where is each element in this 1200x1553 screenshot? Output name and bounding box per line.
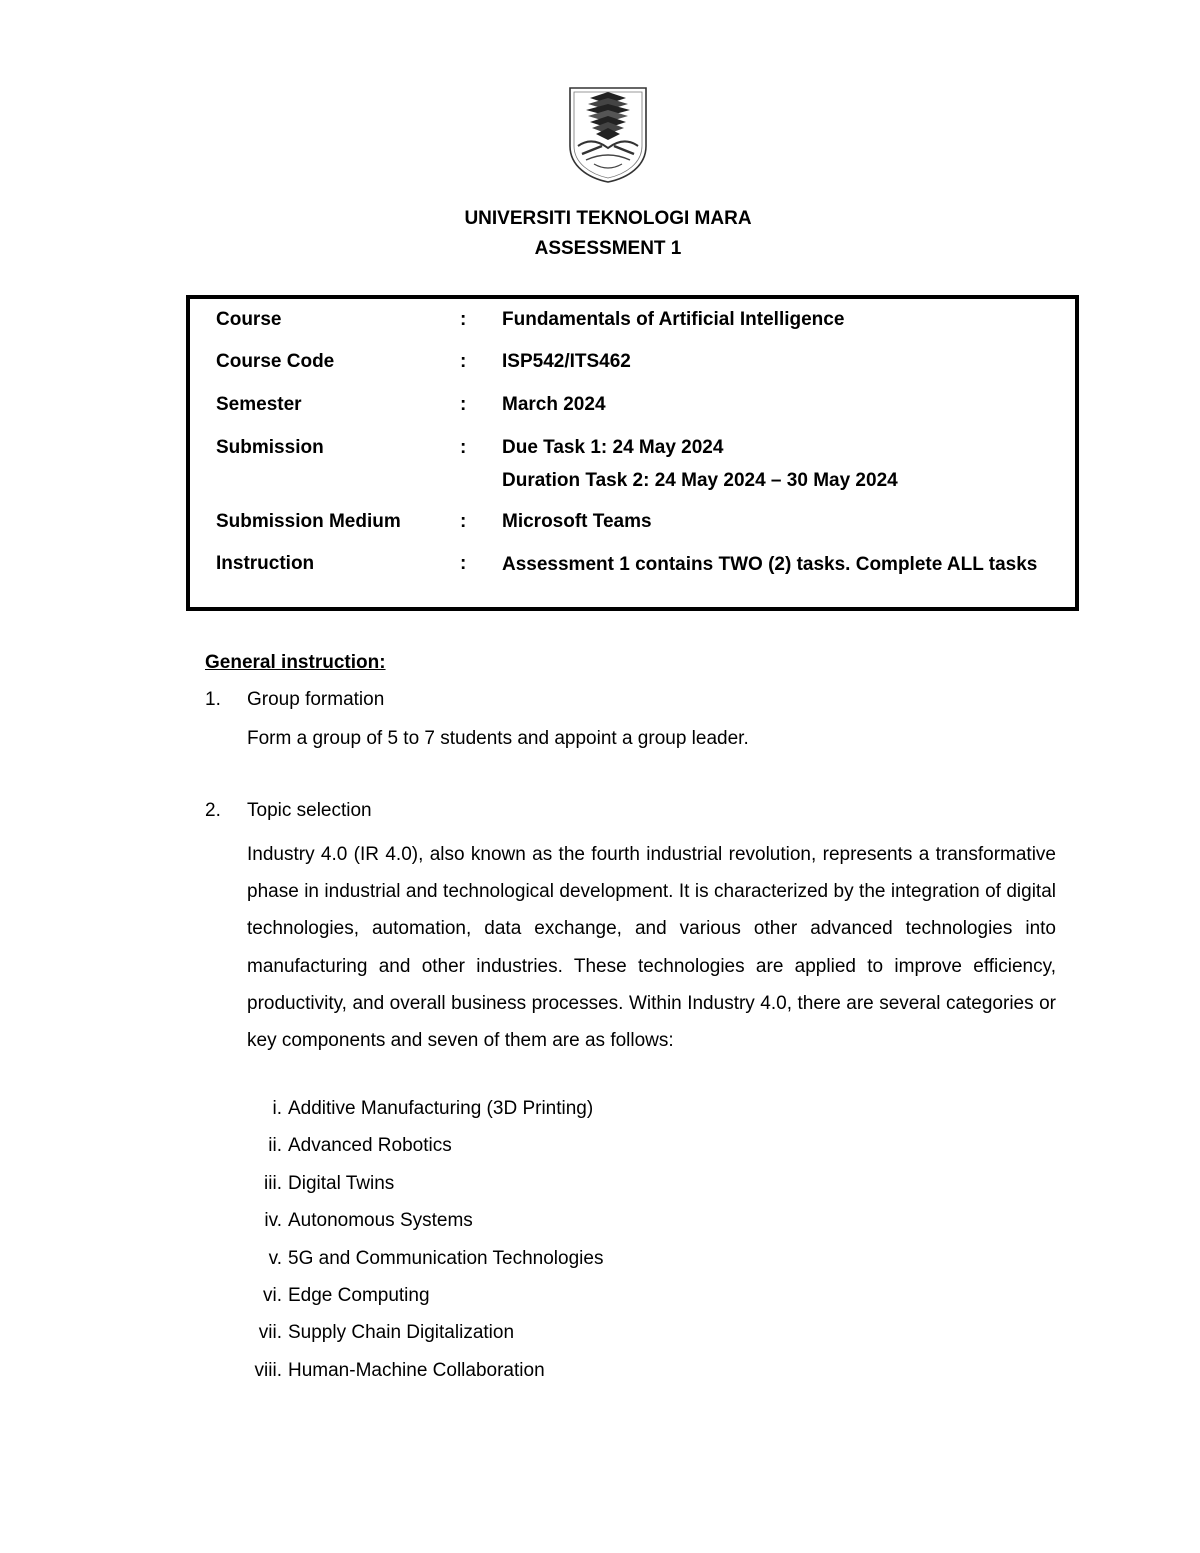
- info-label: Submission Medium: [216, 511, 401, 532]
- list-item-number: v.: [268, 1248, 282, 1269]
- item-number: 2.: [205, 800, 221, 821]
- list-item-number: iii.: [264, 1173, 282, 1194]
- list-item: Edge Computing: [288, 1285, 430, 1306]
- info-separator: :: [460, 553, 467, 574]
- list-item-number: vi.: [263, 1285, 282, 1306]
- info-value: Assessment 1 contains TWO (2) tasks. Complete ALL tasks: [502, 554, 1038, 575]
- info-value: Microsoft Teams: [502, 511, 652, 532]
- list-item: Supply Chain Digitalization: [288, 1322, 515, 1343]
- list-item-number: i.: [272, 1098, 282, 1119]
- university-name: UNIVERSITI TEKNOLOGI MARA: [464, 208, 752, 229]
- item-title-topic-selection: Topic selection: [247, 800, 372, 821]
- info-separator: :: [460, 511, 467, 532]
- assessment-title: ASSESSMENT 1: [534, 238, 682, 259]
- info-separator: :: [460, 437, 467, 458]
- list-item: Digital Twins: [288, 1173, 395, 1194]
- list-item: 5G and Communication Technologies: [288, 1248, 604, 1269]
- info-label: Instruction: [216, 553, 315, 574]
- list-item: Advanced Robotics: [288, 1135, 452, 1156]
- list-item: Autonomous Systems: [288, 1210, 473, 1231]
- list-item-number: ii.: [268, 1135, 282, 1156]
- info-label: Semester: [216, 394, 302, 415]
- item-number: 1.: [205, 689, 221, 710]
- list-item: Human-Machine Collaboration: [288, 1360, 545, 1381]
- info-value: March 2024: [502, 394, 606, 415]
- item-text-group-formation: Form a group of 5 to 7 students and appoint a group leader.: [247, 728, 749, 749]
- info-separator: :: [460, 394, 467, 415]
- list-item-number: iv.: [264, 1210, 282, 1231]
- item-title-group-formation: Group formation: [247, 689, 385, 710]
- general-instruction-heading: General instruction:: [205, 652, 386, 673]
- course-info-box: [186, 295, 1079, 611]
- list-item-number: viii.: [254, 1360, 282, 1381]
- info-value: Fundamentals of Artificial Intelligence: [502, 309, 845, 330]
- info-separator: :: [460, 309, 467, 330]
- info-separator: :: [460, 351, 467, 372]
- topic-selection-paragraph: Industry 4.0 (IR 4.0), also known as the fourth industrial revolution, represents a transformative phase in industrial and technological development. It is characterized by the integration of digital technologies, automation, data exchange, and various other advanced technologies into manufacturing and other industries. These technologies are applied to improve efficiency, productivity, and overall business processes. Within Industry 4.0, there are several categories or key components and seven of them are as follows:: [247, 844, 1056, 1052]
- info-label: Submission: [216, 437, 324, 458]
- info-value: Due Task 1: 24 May 2024: [502, 437, 724, 458]
- list-item-number: vii.: [258, 1322, 282, 1343]
- info-label: Course: [216, 309, 282, 330]
- university-logo: [566, 84, 650, 184]
- info-value-secondary: Duration Task 2: 24 May 2024 – 30 May 2024: [502, 470, 898, 491]
- list-item: Additive Manufacturing (3D Printing): [288, 1098, 594, 1119]
- info-value: ISP542/ITS462: [502, 351, 631, 372]
- info-label: Course Code: [216, 351, 335, 372]
